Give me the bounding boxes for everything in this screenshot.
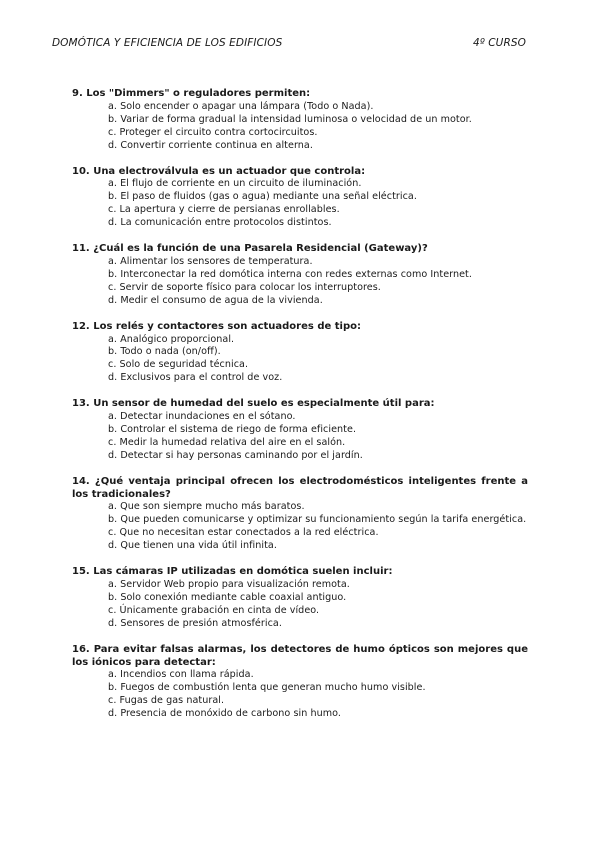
option-b: b. Variar de forma gradual la intensidad luminosa o velocidad de un motor. (108, 113, 472, 125)
option-a: a. Detectar inundaciones en el sótano. (108, 411, 296, 423)
question-text: 14. ¿Qué ventaja principal ofrecen los electrodomésticos inteligentes frente a los tradicionales? (72, 475, 528, 500)
question-text: 16. Para evitar falsas alarmas, los detectores de humo ópticos son mejores que los iónicos para detectar: (72, 643, 528, 668)
question-text: 10. Una electroválvula es un actuador que controla: (72, 165, 366, 177)
question-9 (72, 88, 528, 153)
option-list (72, 411, 528, 463)
option-b: b. Que pueden comunicarse y optimizar su funcionamiento según la tarifa energética. (108, 514, 527, 526)
option-b: b. Interconectar la red domótica interna con redes externas como Internet. (108, 268, 472, 280)
option-a: a. Analógico proporcional. (108, 333, 235, 345)
page-header (52, 37, 526, 51)
option-a: a. Que son siempre mucho más baratos. (108, 501, 305, 513)
question-10 (72, 166, 528, 231)
option-a: a. El flujo de corriente en un circuito de iluminación. (108, 178, 362, 190)
option-d: d. La comunicación entre protocolos distintos. (108, 217, 332, 229)
option-a: a. Servidor Web propio para visualización remota. (108, 579, 350, 590)
option-b: b. Controlar el sistema de riego de forma eficiente. (108, 423, 357, 435)
option-c: c. Únicamente grabación en cinta de vídeo. (108, 604, 320, 616)
document-title: DOMÓTICA Y EFICIENCIA DE LOS EDIFICIOS (52, 37, 283, 49)
question-text: 13. Un sensor de humedad del suelo es especialmente útil para: (72, 398, 435, 410)
question-13 (72, 398, 528, 463)
option-list (72, 334, 528, 386)
option-d: d. Convertir corriente continua en alterna. (108, 139, 313, 151)
course-label: 4º CURSO (472, 37, 526, 49)
option-list (72, 501, 528, 553)
option-c: c. Servir de soporte físico para colocar los interruptores. (108, 281, 381, 293)
option-list (72, 579, 528, 631)
option-d: d. Detectar si hay personas caminando por el jardín. (108, 449, 363, 461)
option-d: d. Medir el consumo de agua de la vivienda. (108, 294, 323, 306)
question-text: 9. Los "Dimmers" o reguladores permiten: (72, 88, 311, 99)
option-c: c. Medir la humedad relativa del aire en el salón. (108, 436, 346, 448)
question-16 (72, 644, 528, 721)
option-b: b. Fuegos de combustión lenta que generan mucho humo visible. (108, 682, 426, 694)
option-d: d. Presencia de monóxido de carbono sin humo. (108, 708, 341, 720)
option-list (72, 669, 528, 721)
option-c: c. Fugas de gas natural. (108, 695, 225, 707)
option-list (72, 101, 528, 153)
question-list (72, 88, 528, 734)
option-c: c. Proteger el circuito contra cortocircuitos. (108, 126, 318, 138)
question-14 (72, 476, 528, 553)
question-11 (72, 243, 528, 308)
question-text: 11. ¿Cuál es la función de una Pasarela Residencial (Gateway)? (72, 243, 428, 255)
question-12 (72, 321, 528, 386)
option-c: c. La apertura y cierre de persianas enrollables. (108, 204, 340, 216)
question-text: 15. Las cámaras IP utilizadas en domótica suelen incluir: (72, 566, 393, 578)
option-d: d. Exclusivos para el control de voz. (108, 372, 283, 384)
option-list (72, 178, 528, 230)
option-d: d. Que tienen una vida útil infinita. (108, 540, 277, 552)
option-list (72, 256, 528, 308)
question-15 (72, 566, 528, 631)
option-c: c. Que no necesitan estar conectados a la red eléctrica. (108, 527, 379, 539)
option-a: a. Incendios con llama rápida. (108, 669, 254, 681)
question-text: 12. Los relés y contactores son actuadores de tipo: (72, 320, 361, 332)
option-a: a. Alimentar los sensores de temperatura. (108, 255, 313, 267)
option-b: b. Solo conexión mediante cable coaxial antiguo. (108, 591, 347, 603)
option-b: b. Todo o nada (on/off). (108, 346, 221, 358)
option-c: c. Solo de seguridad técnica. (108, 359, 249, 371)
option-d: d. Sensores de presión atmosférica. (108, 617, 282, 629)
option-b: b. El paso de fluidos (gas o agua) mediante una señal eléctrica. (108, 191, 417, 203)
option-a: a. Solo encender o apagar una lámpara (Todo o Nada). (108, 100, 374, 112)
